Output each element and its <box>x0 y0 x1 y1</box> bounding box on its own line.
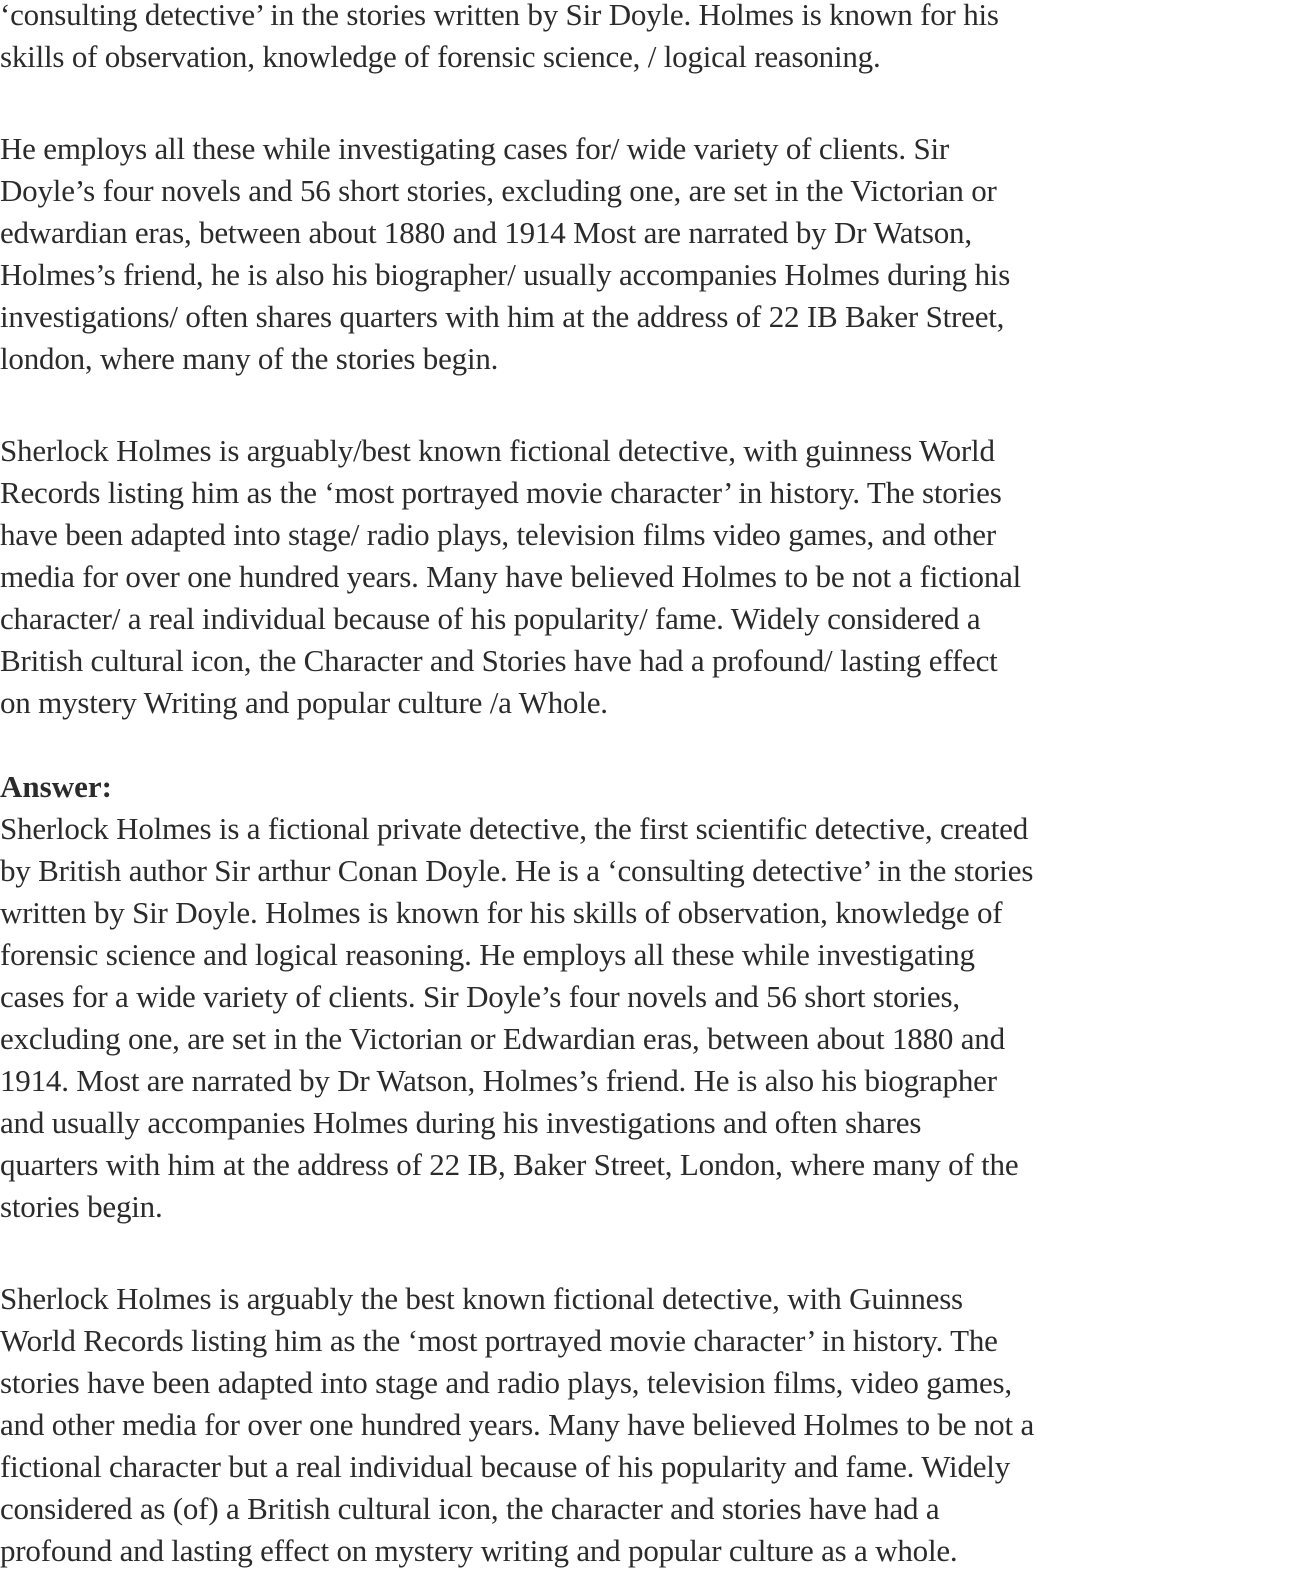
text-line: skills of observation, knowledge of forensic science, / logical reasoning. <box>0 39 881 74</box>
answer-heading: Answer: <box>0 769 112 804</box>
text-line: He employs all these while investigating cases for/ wide variety of clients. Sir <box>0 131 950 166</box>
text-line: Records listing him as the ‘most portrayed movie character’ in history. The stories <box>0 475 1002 510</box>
text-line: profound and lasting effect on mystery writing and popular culture as a whole. <box>0 1533 958 1568</box>
text-line: fictional character but a real individual because of his popularity and fame. Widely <box>0 1449 1011 1484</box>
text-line: Sherlock Holmes is a fictional private detective, the first scientific detective, created <box>0 811 1029 846</box>
text-line: stories have been adapted into stage and radio plays, television films, video games, <box>0 1365 1012 1400</box>
text-line: on mystery Writing and popular culture /a Whole. <box>0 685 608 720</box>
paragraph-spacer <box>0 380 1295 430</box>
text-line: have been adapted into stage/ radio plays, television films video games, and other <box>0 517 996 552</box>
text-line: forensic science and logical reasoning. He employs all these while investigating <box>0 937 975 972</box>
text-line: stories begin. <box>0 1189 163 1224</box>
question-paragraph-1 <box>0 0 1295 78</box>
text-line: Sherlock Holmes is arguably/best known fictional detective, with guinness World <box>0 433 995 468</box>
question-paragraph-2 <box>0 128 1295 380</box>
answer-paragraph-1 <box>0 808 1295 1228</box>
text-line: investigations/ often shares quarters with him at the address of 22 IB Baker Street, <box>0 299 1005 334</box>
text-line: World Records listing him as the ‘most portrayed movie character’ in history. The <box>0 1323 998 1358</box>
text-line: and usually accompanies Holmes during his investigations and often shares <box>0 1105 922 1140</box>
text-line: edwardian eras, between about 1880 and 1914 Most are narrated by Dr Watson, <box>0 215 972 250</box>
text-line: media for over one hundred years. Many have believed Holmes to be not a fictional <box>0 559 1022 594</box>
text-line: 1914. Most are narrated by Dr Watson, Holmes’s friend. He is also his biographer <box>0 1063 997 1098</box>
text-line: Doyle’s four novels and 56 short stories, excluding one, are set in the Victorian or <box>0 173 997 208</box>
text-line: British cultural icon, the Character and Stories have had a profound/ lasting effect <box>0 643 998 678</box>
text-line: character/ a real individual because of his popularity/ fame. Widely considered a <box>0 601 981 636</box>
text-line: excluding one, are set in the Victorian or Edwardian eras, between about 1880 and <box>0 1021 1005 1056</box>
text-line: Holmes’s friend, he is also his biographer/ usually accompanies Holmes during his <box>0 257 1011 292</box>
text-line: quarters with him at the address of 22 IB, Baker Street, London, where many of the <box>0 1147 1019 1182</box>
answer-paragraph-2 <box>0 1278 1295 1572</box>
question-paragraph-3 <box>0 430 1295 724</box>
paragraph-spacer <box>0 78 1295 128</box>
text-line: and other media for over one hundred years. Many have believed Holmes to be not a <box>0 1407 1035 1442</box>
text-line: written by Sir Doyle. Holmes is known for his skills of observation, knowledge of <box>0 895 1003 930</box>
paragraph-spacer <box>0 724 1295 766</box>
answer-section <box>0 766 1295 1572</box>
text-line: ‘consulting detective’ in the stories written by Sir Doyle. Holmes is known for his <box>0 0 999 32</box>
text-line: by British author Sir arthur Conan Doyle. He is a ‘consulting detective’ in the stories <box>0 853 1034 888</box>
text-line: cases for a wide variety of clients. Sir Doyle’s four novels and 56 short stories, <box>0 979 960 1014</box>
text-line: Sherlock Holmes is arguably the best known fictional detective, with Guinness <box>0 1281 963 1316</box>
text-line: considered as (of) a British cultural icon, the character and stories have had a <box>0 1491 940 1526</box>
paragraph-spacer <box>0 1228 1295 1278</box>
text-line: london, where many of the stories begin. <box>0 341 499 376</box>
